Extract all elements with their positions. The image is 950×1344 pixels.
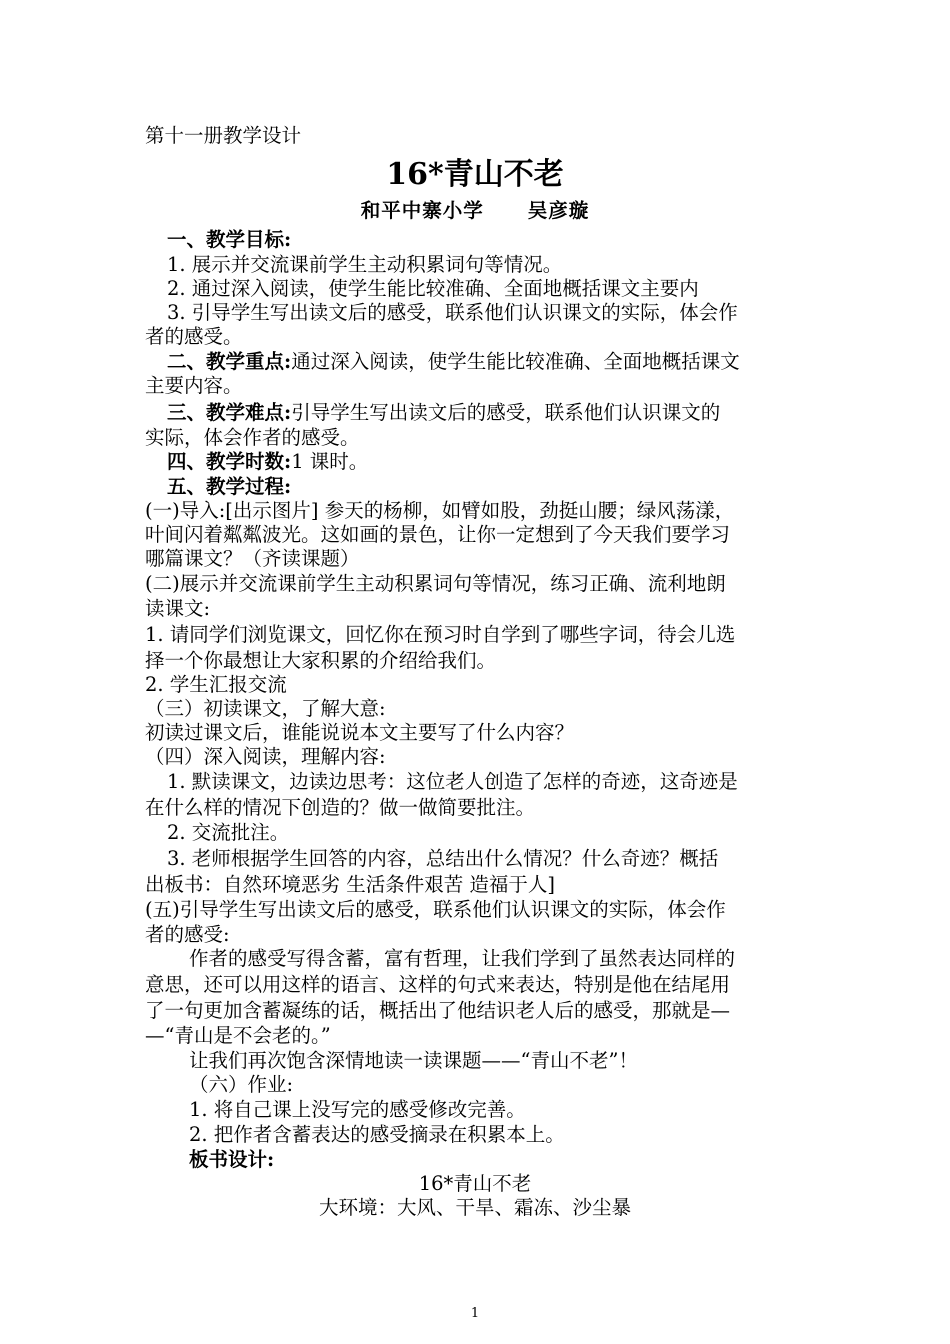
goal-item: 者的感受。 xyxy=(145,325,243,348)
process-line: 1. 默读课文，边读边思考：这位老人创造了怎样的奇迹，这奇迹是 xyxy=(167,770,738,793)
difficulty-text: 引导学生写出读文后的感受，联系他们认识课文的 xyxy=(291,401,721,424)
process-line: 叶间闪着粼粼波光。这如画的景色，让你一定想到了今天我们要学习 xyxy=(145,523,731,546)
process-line: (五)引导学生写出读文后的感受，联系他们认识课文的实际，体会作 xyxy=(145,898,726,921)
difficulty-text-cont: 实际，体会作者的感受。 xyxy=(145,426,360,449)
process-line: 3. 老师根据学生回答的内容，总结出什么情况？什么奇迹？概括 xyxy=(167,847,719,870)
key-text-cont: 主要内容。 xyxy=(145,374,243,397)
goals-heading: 一、教学目标: xyxy=(167,228,292,251)
process-line: 2. 交流批注。 xyxy=(167,821,290,844)
goal-item: 2. 通过深入阅读，使学生能比较准确、全面地概括课文主要内 xyxy=(167,277,699,300)
goal-item: 1. 展示并交流课前学生主动积累词句等情况。 xyxy=(167,253,563,276)
hours-point xyxy=(145,450,832,474)
board-title: 16*青山不老 xyxy=(418,1172,532,1195)
process-line: —“青山是不会老的。” xyxy=(145,1024,331,1047)
process-line: 2. 学生汇报交流 xyxy=(145,673,287,696)
author-school: 和平中寨小学 xyxy=(360,199,484,222)
process-line: 1. 请同学们浏览课文，回忆你在预习时自学到了哪些字词，待会儿选 xyxy=(145,623,736,646)
process-line: 者的感受: xyxy=(145,923,230,946)
difficulty-heading: 三、教学难点: xyxy=(167,401,292,424)
key-point xyxy=(145,350,832,374)
document-header: 第十一册教学设计 xyxy=(145,124,302,147)
process-line: 1. 将自己课上没写完的感受修改完善。 xyxy=(189,1098,526,1121)
process-line: 意思，还可以用这样的语言、这样的句式来表达，特别是他在结尾用 xyxy=(145,973,731,996)
page-title: 16*青山不老 xyxy=(386,157,564,192)
process-line: 出板书：自然环境恶劣 生活条件艰苦 造福于人] xyxy=(145,873,556,896)
author-line xyxy=(0,198,950,224)
process-line: （三）初读课文，了解大意: xyxy=(145,697,386,720)
difficulty-point xyxy=(145,401,832,425)
author-name: 吴彦璇 xyxy=(527,199,590,222)
process-line: 2. 把作者含蓄表达的感受摘录在积累本上。 xyxy=(189,1123,565,1146)
process-line: 初读过课文后，谁能说说本文主要写了什么内容？ xyxy=(145,721,575,744)
page-number: 1 xyxy=(470,1306,480,1321)
process-line: 择一个你最想让大家积累的介绍给我们。 xyxy=(145,649,497,672)
process-line: 在什么样的情况下创造的？做一做简要批注。 xyxy=(145,796,536,819)
process-line: （六）作业: xyxy=(189,1073,294,1096)
process-line: (一)导入:[出示图片] 参天的杨柳，如臂如股，劲挺山腰；绿风荡漾， xyxy=(145,499,735,522)
process-line: (二)展示并交流课前学生主动积累词句等情况，练习正确、流利地朗 xyxy=(145,572,726,595)
process-line: （四）深入阅读，理解内容: xyxy=(145,745,386,768)
board-heading: 板书设计: xyxy=(189,1148,275,1171)
goal-item: 3. 引导学生写出读文后的感受，联系他们认识课文的实际，体会作 xyxy=(167,301,738,324)
key-text: 通过深入阅读，使学生能比较准确、全面地概括课文 xyxy=(291,350,740,373)
key-heading: 二、教学重点: xyxy=(167,350,292,373)
process-line: 让我们再次饱含深情地读一读课题——“青山不老”！ xyxy=(189,1049,638,1072)
process-line: 了一句更加含蓄凝练的话，概括出了他结识老人后的感受，那就是— xyxy=(145,999,731,1022)
hours-heading: 四、教学时数: xyxy=(167,450,292,473)
hours-text: 1 课时。 xyxy=(291,450,369,473)
board-line: 大环境：大风、干旱、霜冻、沙尘暴 xyxy=(318,1196,631,1219)
process-heading: 五、教学过程: xyxy=(167,475,292,498)
process-line: 哪篇课文？（齐读课题） xyxy=(145,547,360,570)
process-line: 读课文: xyxy=(145,597,211,620)
process-line: 作者的感受写得含蓄，富有哲理，让我们学到了虽然表达同样的 xyxy=(189,947,736,970)
